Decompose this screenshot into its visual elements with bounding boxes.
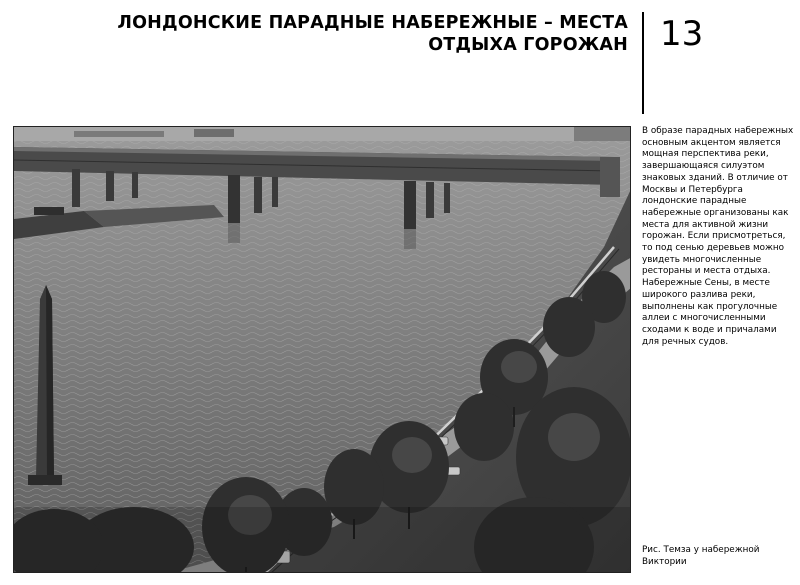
page-number: 13 — [660, 14, 704, 54]
photo-thames-embankment — [13, 126, 631, 573]
figure-caption: Рис. Темза у набережной Виктории — [642, 545, 760, 567]
body-text: В образе парадных набережных основным акцентом является мощная перспектива реки, завершающаяся силуэтом знаковых зданий. В отличие от Москвы и Петербурга лондонские парадные набережные организованы как места для активной жизни горожан. Если присмотреться, то под сенью деревьев можно увидеть многочисленные рестораны и места отдыха. Набережные Сены, в месте широкого разлива реки, выполнены как прогулочные аллеи с многочисленными сходами к воде и причалами для речных судов. — [642, 126, 794, 347]
header-divider — [642, 12, 644, 114]
page-title: ЛОНДОНСКИЕ ПАРАДНЫЕ НАБЕРЕЖНЫЕ – МЕСТА ОТДЫХА ГОРОЖАН — [117, 13, 628, 55]
